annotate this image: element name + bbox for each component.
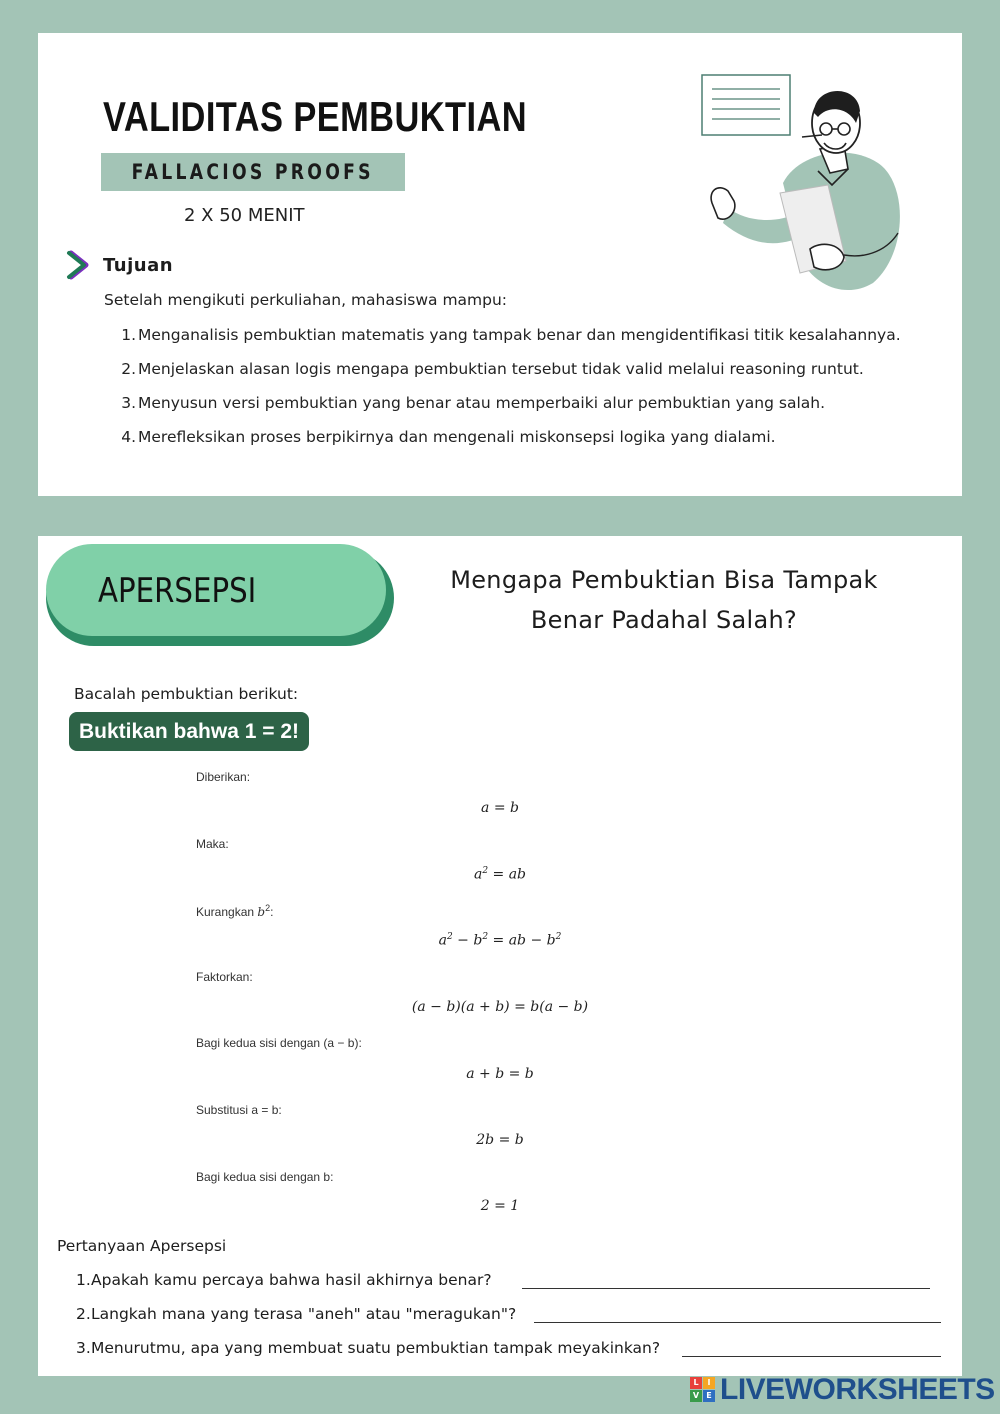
claim-badge: Buktikan bahwa 1 = 2! [69,712,309,751]
proof-equation-5: a + b = b [466,1066,534,1082]
list-text: Langkah mana yang terasa "aneh" atau "meragukan"? [91,1305,517,1323]
answer-field-3[interactable] [682,1356,941,1357]
duration: 2 X 50 MENIT [184,205,305,226]
objectives-list [120,321,901,457]
proof-label-divide-1: Bagi kedua sisi dengan (a − b): [196,1036,362,1050]
apersepsi-question-line2: Benar Padahal Salah? [530,606,798,634]
eq-part: a [438,932,447,949]
liveworksheets-logo[interactable] [690,1372,995,1408]
objectives-heading: Tujuan [103,255,174,276]
proof-label-then: Maka: [196,837,229,851]
mark-letter: L [690,1377,702,1389]
list-number: 3. [76,1339,91,1357]
proof-equation-7: 2 = 1 [480,1198,520,1214]
list-item [120,355,901,389]
list-number: 4. [121,428,136,446]
list-text: Menganalisis pembuktian matematis yang tampak benar dan mengidentifikasi titik kesalahannya. [138,326,901,344]
mark-letter: V [690,1390,702,1402]
chevron-right-icon [66,250,92,280]
list-number: 1. [76,1271,91,1289]
eq-part: − b [452,932,483,949]
eq-part: = ab [488,866,527,883]
eq-exponent: 2 [482,932,489,942]
proof-block [196,764,804,1224]
apersepsi-question-line1: Mengapa Pembuktian Bisa Tampak [450,566,878,594]
eq-exponent: 2 [555,932,562,942]
teacher-illustration [698,73,908,295]
apersepsi-banner [46,544,386,636]
mark-letter: E [703,1390,715,1402]
apersepsi-label: APERSEPSI [98,571,257,611]
eq-part: = ab − b [488,932,556,949]
proof-label-substitute: Substitusi a = b: [196,1103,282,1117]
apersepsi-card [38,536,962,1376]
label-part: Kurangkan [196,905,258,919]
list-text: Menyusun versi pembuktian yang benar atau memperbaiki alur pembuktian yang salah. [138,394,825,412]
eq-exponent: 2 [482,866,489,876]
proof-equation-6: 2b = b [476,1132,524,1148]
questions-heading: Pertanyaan Apersepsi [57,1237,227,1255]
proof-equation-2 [196,866,804,883]
liveworksheets-wordmark: LIVEWORKSHEETS [720,1373,995,1406]
list-text: Menurutmu, apa yang membuat suatu pembuktian tampak meyakinkan? [91,1339,661,1357]
list-number: 1. [121,326,136,344]
proof-label-factor: Faktorkan: [196,970,253,984]
list-item [120,389,901,423]
list-text: Merefleksikan proses berpikirnya dan mengenali miskonsepsi logika yang dialami. [138,428,776,446]
list-number: 2. [121,360,136,378]
eq-part: a [473,866,483,883]
proof-label-divide-2: Bagi kedua sisi dengan b: [196,1170,334,1184]
list-number: 2. [76,1305,91,1323]
subtitle: FALLACIOS PROOFS [131,160,375,184]
objectives-card [38,33,962,496]
answer-field-1[interactable] [522,1288,930,1289]
list-number: 3. [121,394,136,412]
label-var: b [257,905,266,919]
label-part: : [270,905,274,919]
answer-field-2[interactable] [534,1322,941,1323]
label-exponent: 2 [265,903,271,913]
page-title: VALIDITAS PEMBUKTIAN [103,93,528,140]
subtitle-band [101,153,405,191]
proof-label-subtract [196,903,273,919]
instruction-text: Bacalah pembuktian berikut: [74,685,299,703]
liveworksheets-mark-icon [690,1377,716,1403]
apersepsi-question [410,560,918,640]
proof-equation-4: (a − b)(a + b) = b(a − b) [411,999,589,1015]
objectives-intro: Setelah mengikuti perkuliahan, mahasiswa mampu: [104,291,508,309]
list-text: Apakah kamu percaya bahwa hasil akhirnya benar? [91,1271,492,1289]
proof-equation-1: a = b [481,800,519,816]
list-item [120,321,901,355]
proof-label-given: Diberikan: [196,770,251,784]
eq-exponent: 2 [447,932,453,942]
mark-letter: I [703,1377,715,1389]
list-item [120,423,901,457]
list-text: Menjelaskan alasan logis mengapa pembuktian tersebut tidak valid melalui reasoning runtut. [138,360,864,378]
proof-equation-3 [196,932,804,949]
